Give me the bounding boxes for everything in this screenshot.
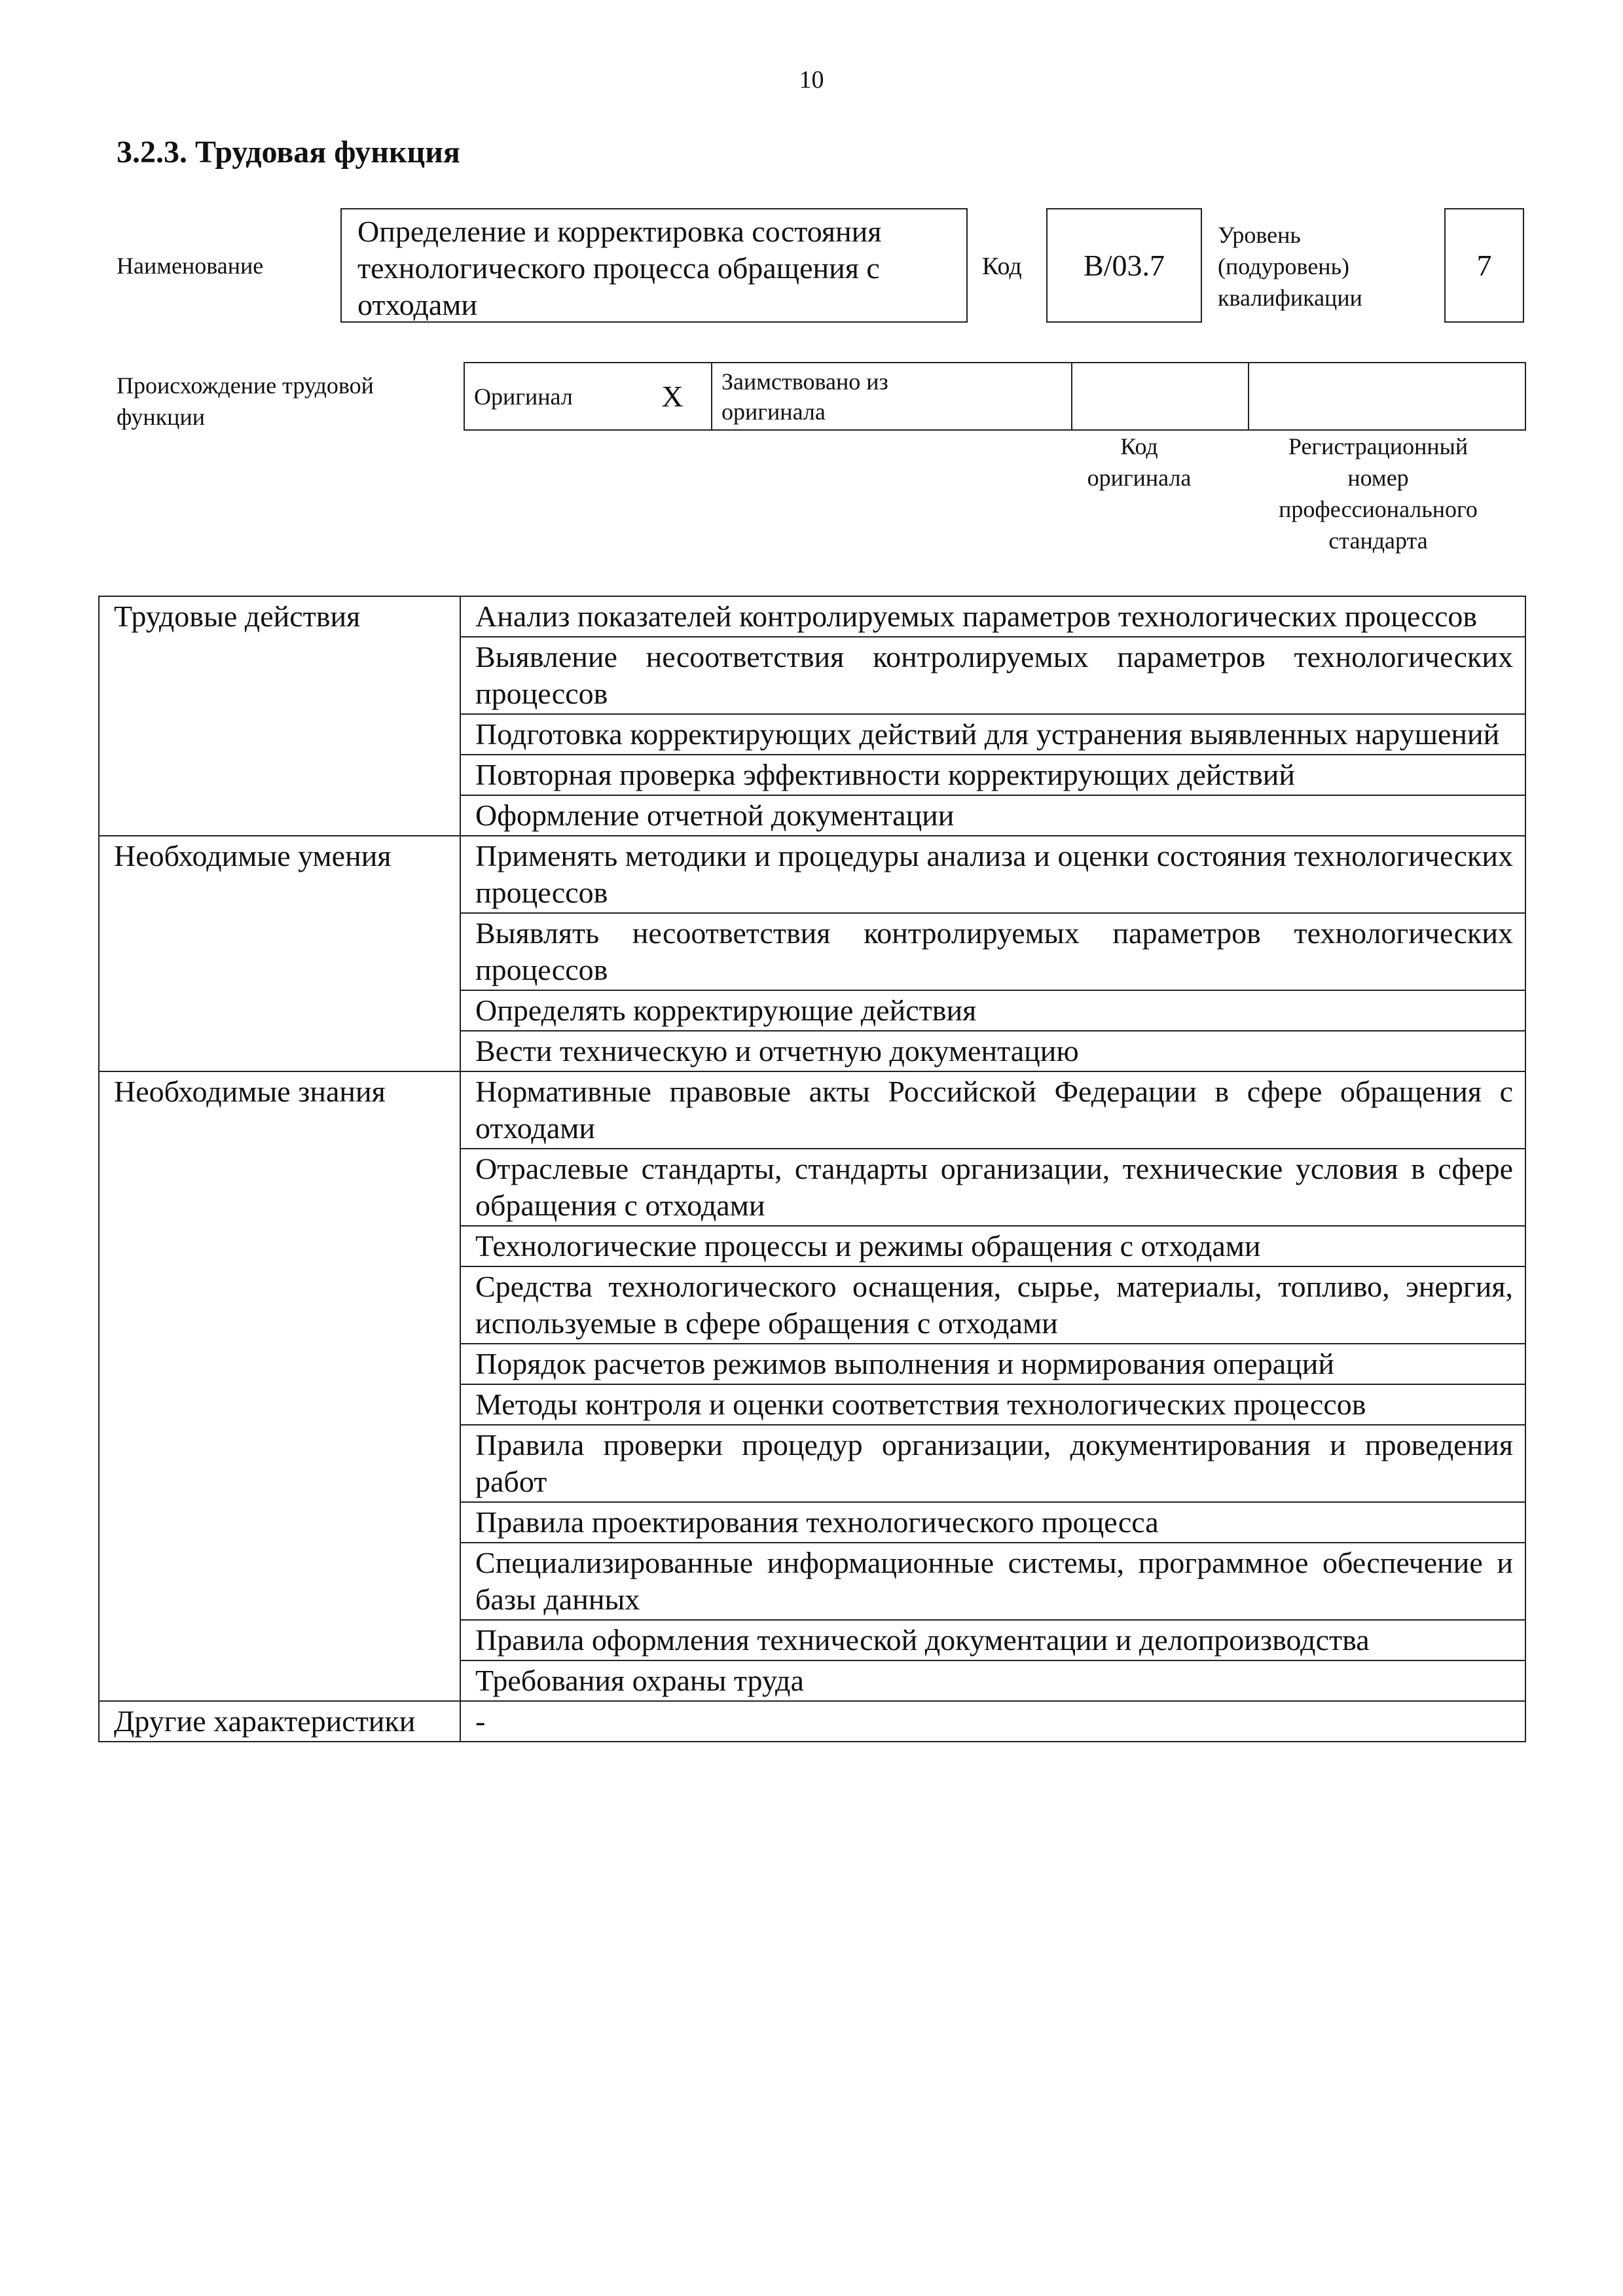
knowledge-item: Методы контроля и оценки соответствия технологических процессов <box>460 1384 1525 1425</box>
action-item: Повторная проверка эффективности корректирующих действий <box>460 755 1525 795</box>
level-label-line: Уровень <box>1218 222 1301 248</box>
knowledge-item: Правила проверки процедур организации, документирования и проведения работ <box>460 1425 1525 1502</box>
knowledge-item: Специализированные информационные системы, программное обеспечение и базы данных <box>460 1543 1525 1620</box>
code-label: Код <box>982 253 1022 280</box>
table-row <box>99 596 1525 637</box>
knowledge-item: Нормативные правовые акты Российской Федерации в сфере обращения с отходами <box>460 1071 1525 1149</box>
name-label: Наименование <box>117 253 264 279</box>
page-number: 10 <box>799 66 824 94</box>
knowledge-item: Правила оформления технической документации и делопроизводства <box>460 1620 1525 1660</box>
table-row <box>99 836 1525 913</box>
action-item: Анализ показателей контролируемых параметров технологических процессов <box>460 596 1525 637</box>
caption-line: номер <box>1347 465 1409 491</box>
section-title: 3.2.3. Трудовая функция <box>117 135 460 170</box>
knowledge-item: Технологические процессы и режимы обращения с отходами <box>460 1226 1525 1266</box>
action-item: Подготовка корректирующих действий для устранения выявленных нарушений <box>460 714 1525 755</box>
original-mark: X <box>634 363 712 430</box>
knowledge-item: Средства технологического оснащения, сырье, материалы, топливо, энергия, используемые в сфере обращения с отходами <box>460 1266 1525 1344</box>
skill-item: Вести техническую и отчетную документацию <box>460 1031 1525 1071</box>
borrowed-label-line: Заимствовано из <box>721 368 888 395</box>
caption-line: Регистрационный <box>1288 433 1468 459</box>
other-label: Другие характеристики <box>99 1701 460 1742</box>
original-code-cell <box>1072 363 1249 430</box>
caption-line: профессионального <box>1279 496 1478 522</box>
table-row <box>99 1701 1525 1742</box>
original-cell: Оригинал <box>464 363 634 430</box>
caption-line: оригинала <box>1087 465 1192 491</box>
registration-number-cell <box>1249 363 1525 430</box>
caption-line: Код <box>1120 433 1158 459</box>
original-code-caption <box>1061 431 1218 493</box>
skill-item: Определять корректирующие действия <box>460 990 1525 1031</box>
level-label <box>1218 219 1362 314</box>
caption-line: стандарта <box>1328 528 1428 554</box>
knowledge-item: Требования охраны труда <box>460 1660 1525 1701</box>
knowledge-label: Необходимые знания <box>99 1071 460 1701</box>
function-name-box: Определение и корректировка состояния технологического процесса обращения с отходами <box>340 208 968 323</box>
other-value: - <box>460 1701 1525 1742</box>
table-row <box>99 1071 1525 1149</box>
borrowed-cell <box>712 363 1072 430</box>
knowledge-item: Порядок расчетов режимов выполнения и нормирования операций <box>460 1344 1525 1384</box>
skill-item: Применять методики и процедуры анализа и оценки состояния технологических процессов <box>460 836 1525 913</box>
code-box: B/03.7 <box>1046 208 1202 323</box>
origin-label-line: функции <box>117 404 205 430</box>
level-box: 7 <box>1444 208 1524 323</box>
actions-label: Трудовые действия <box>99 596 460 836</box>
action-item: Оформление отчетной документации <box>460 795 1525 836</box>
registration-number-caption <box>1231 431 1525 556</box>
origin-label-line: Происхождение трудовой <box>117 372 374 399</box>
level-label-line: квалификации <box>1218 285 1362 311</box>
level-label-line: (подуровень) <box>1218 253 1349 279</box>
function-details-table <box>98 596 1526 1742</box>
borrowed-label-line: оригинала <box>721 398 826 425</box>
origin-label <box>117 370 374 433</box>
skill-item: Выявлять несоответствия контролируемых параметров технологических процессов <box>460 913 1525 990</box>
skills-label: Необходимые умения <box>99 836 460 1071</box>
action-item: Выявление несоответствия контролируемых параметров технологических процессов <box>460 637 1525 714</box>
knowledge-item: Отраслевые стандарты, стандарты организации, технические условия в сфере обращения с отходами <box>460 1149 1525 1226</box>
knowledge-item: Правила проектирования технологического процесса <box>460 1502 1525 1543</box>
origin-table <box>464 362 1526 431</box>
